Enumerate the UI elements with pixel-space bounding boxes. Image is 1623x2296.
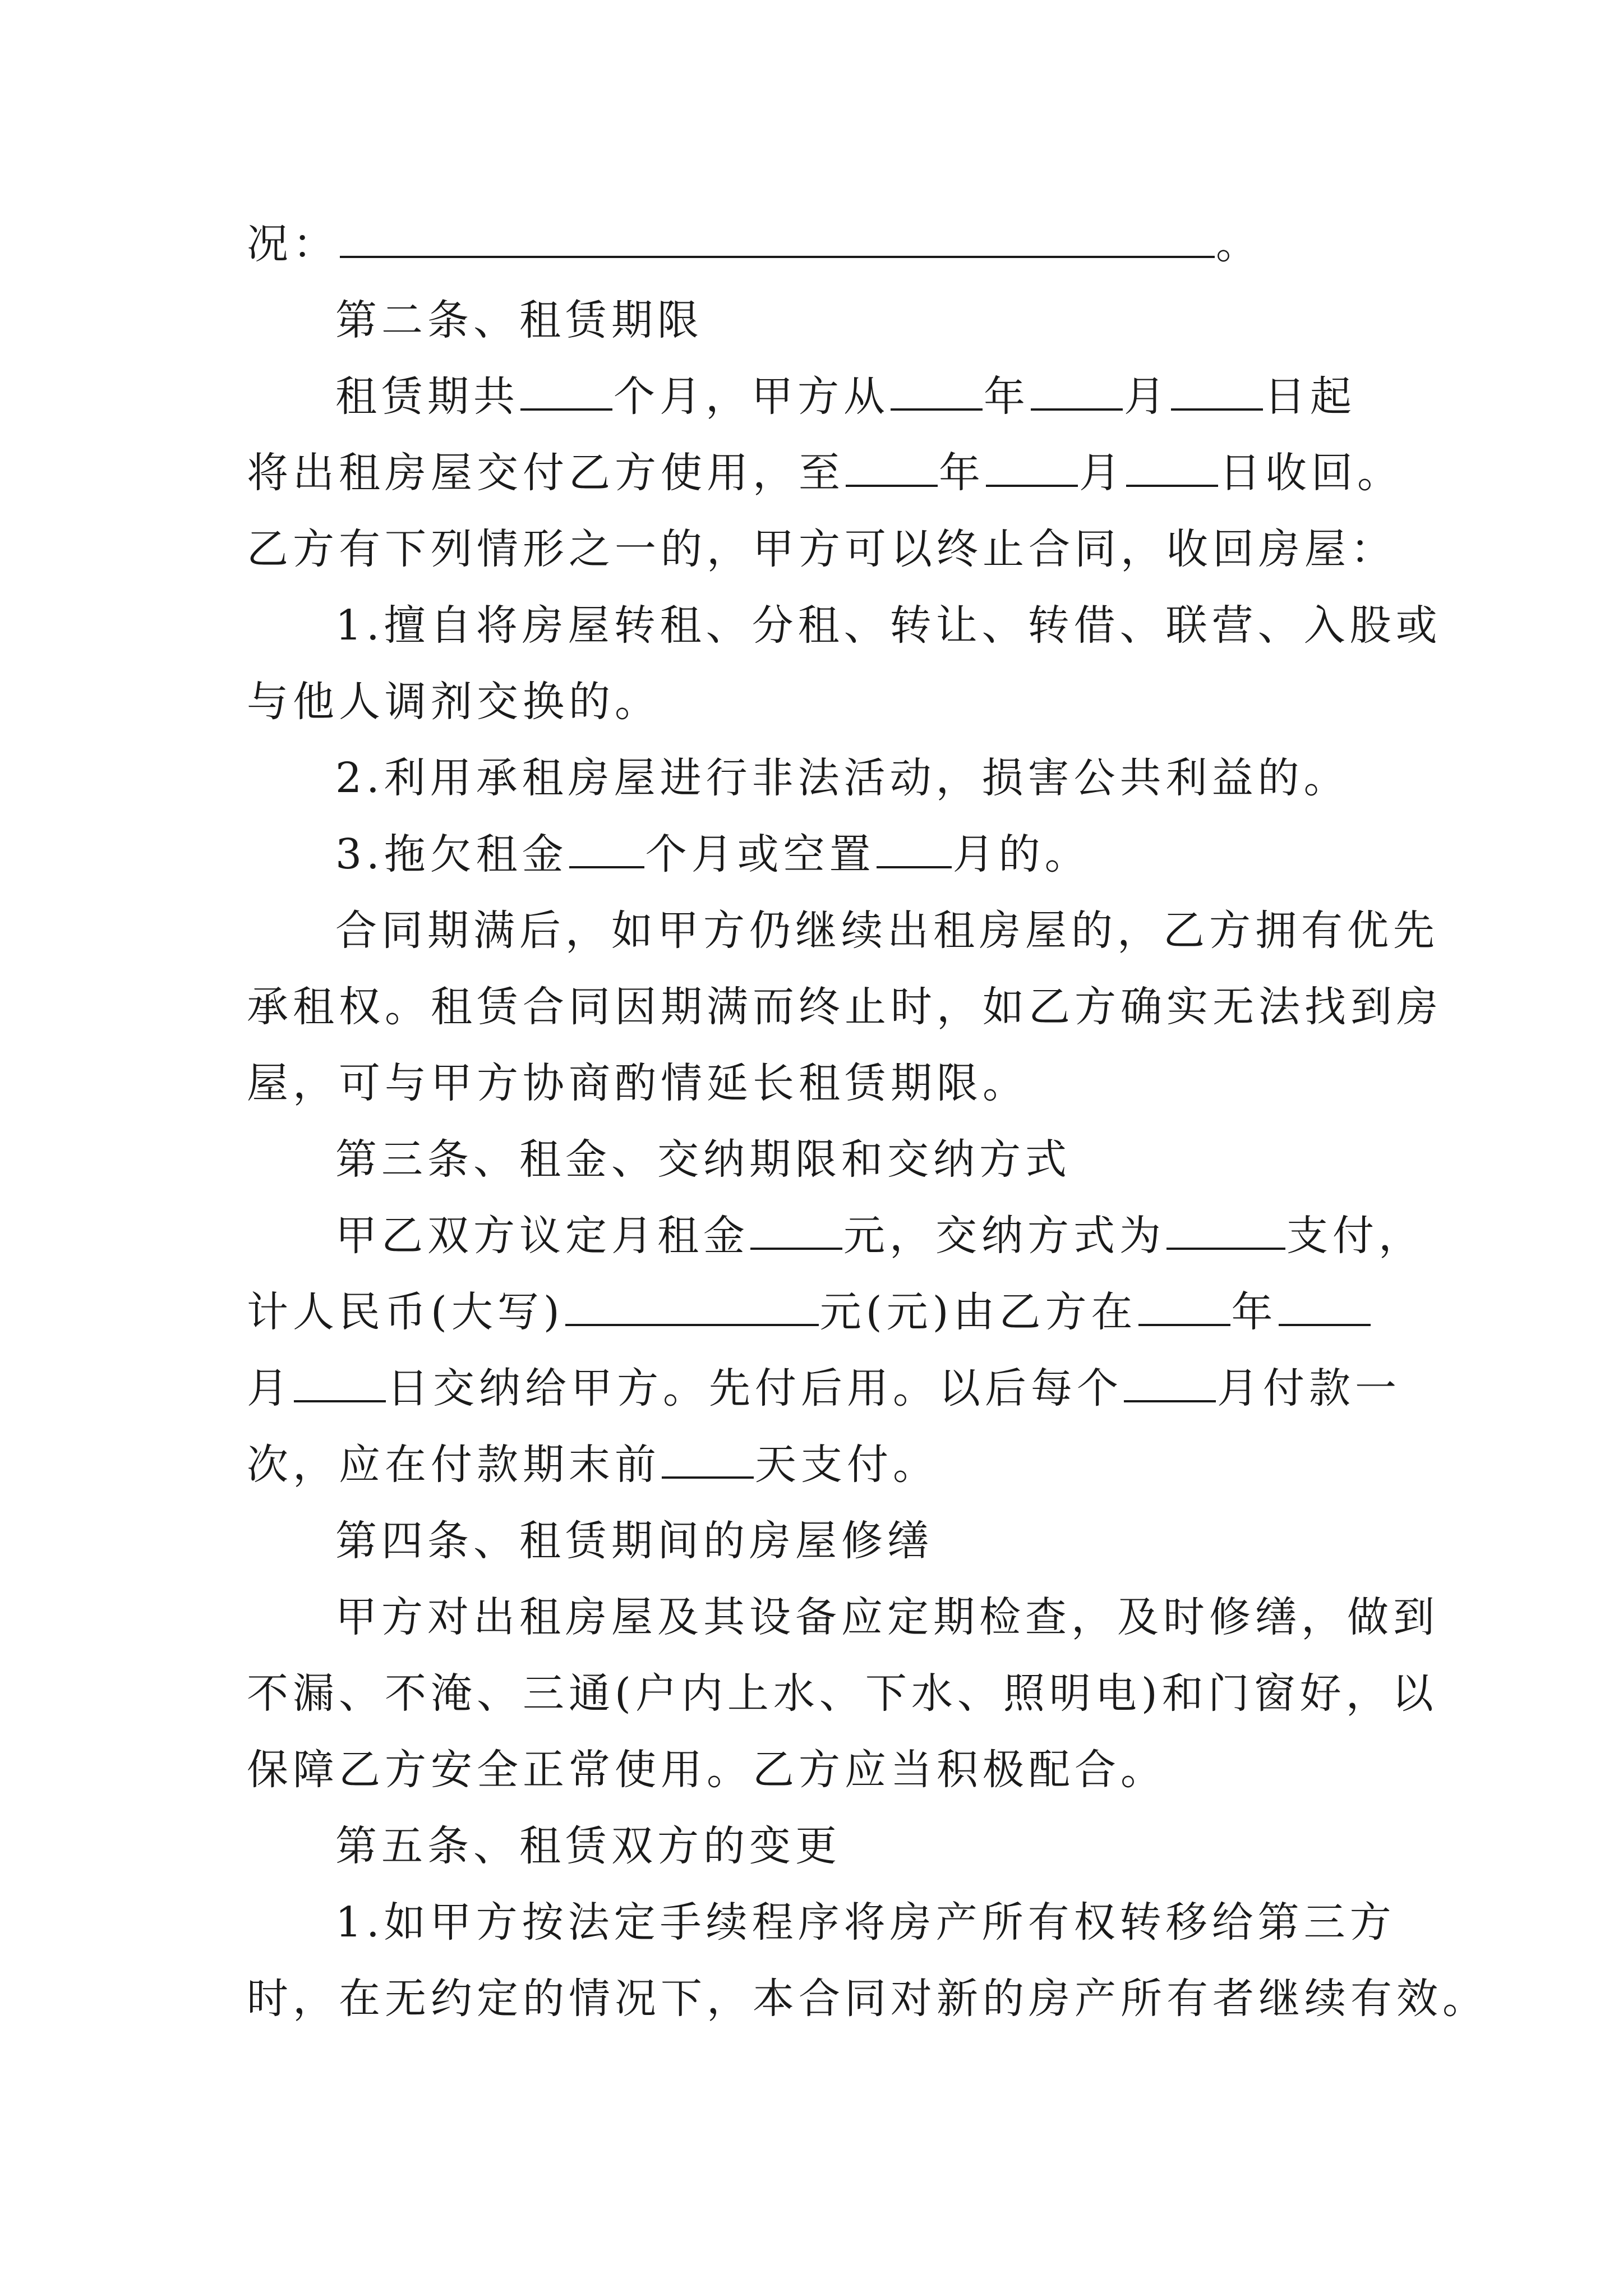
fill-in-blank[interactable] (520, 371, 612, 411)
text-segment: 支付， (1287, 1212, 1424, 1260)
text-line (335, 1194, 1424, 1278)
text-line (335, 812, 1091, 896)
text-line: 时，在无约定的情况下，本合同对新的房产所有者继续有效。 (247, 1975, 1488, 2023)
text-segment: 元(元)由乙方在 (819, 1288, 1137, 1336)
text-segment: 月 (1124, 372, 1170, 421)
fill-in-blank[interactable] (750, 1211, 842, 1250)
fill-in-blank[interactable] (986, 448, 1078, 487)
text-segment: 次，应在付款期末前 (247, 1441, 661, 1489)
fill-in-blank[interactable] (846, 448, 938, 487)
fill-in-blank[interactable] (569, 829, 644, 868)
text-segment: 个月或空置 (645, 830, 875, 878)
text-segment: 年 (939, 449, 985, 497)
text-segment: 日起 (1264, 372, 1356, 421)
text-segment: 甲乙双方议定月租金 (335, 1212, 749, 1260)
fill-in-blank[interactable] (877, 829, 952, 868)
text-line: 1.擅自将房屋转租、分租、转让、转借、联营、入股或 (335, 601, 1442, 650)
text-line: 乙方有下列情形之一的，甲方可以终止合同，收回房屋： (247, 525, 1396, 573)
text-line: 甲方对出租房屋及其设备应定期检查，及时修缮，做到 (335, 1593, 1439, 1641)
text-line (335, 355, 1356, 439)
text-segment: 月付款一 (1217, 1364, 1401, 1412)
article-4-heading: 第四条、租赁期间的房屋修缮 (335, 1517, 933, 1565)
article-2-heading: 第二条、租赁期限 (335, 296, 703, 344)
article-5-heading: 第五条、租赁双方的变更 (335, 1822, 841, 1870)
text-line: 屋，可与甲方协商酌情延长租赁期限。 (247, 1059, 1029, 1107)
fill-in-blank[interactable] (1124, 1363, 1216, 1402)
text-line (247, 202, 1262, 286)
fill-in-blank[interactable] (294, 1363, 386, 1402)
text-segment: 日交纳给甲方。先付后用。以后每个 (387, 1364, 1123, 1412)
text-line: 1.如甲方按法定手续程序将房产所有权转移给第三方 (335, 1898, 1396, 1947)
fill-in-blank[interactable] (1279, 1287, 1371, 1326)
text-segment: 。 (1216, 220, 1262, 268)
fill-in-blank[interactable] (1031, 371, 1123, 411)
fill-in-blank[interactable] (1171, 371, 1263, 411)
fill-in-blank[interactable] (1126, 448, 1218, 487)
text-line (247, 1423, 939, 1507)
text-segment: 元，交纳方式为 (843, 1212, 1165, 1260)
text-segment: 年 (1231, 1288, 1278, 1336)
text-segment: 况： (247, 220, 339, 268)
fill-in-blank[interactable] (565, 1287, 819, 1326)
text-line (247, 1270, 1372, 1354)
text-segment: 年 (984, 372, 1030, 421)
text-line: 不漏、不淹、三通(户内上水、下水、照明电)和门窗好，以 (247, 1669, 1438, 1718)
text-segment: 天支付。 (755, 1441, 939, 1489)
fill-in-blank[interactable] (340, 219, 1215, 258)
text-segment: 月 (247, 1364, 293, 1412)
text-segment: 日收回。 (1219, 449, 1403, 497)
text-segment: 个月，甲方从 (614, 372, 889, 421)
text-line: 2.利用承租房屋进行非法活动，损害公共利益的。 (335, 754, 1350, 802)
text-segment: 月 (1079, 449, 1125, 497)
text-segment: 将出租房屋交付乙方使用，至 (247, 449, 845, 497)
text-line: 与他人调剂交换的。 (247, 678, 661, 726)
text-segment: 租赁期共 (335, 372, 519, 421)
text-segment: 3.拖欠租金 (335, 830, 568, 878)
text-segment: 月的。 (952, 830, 1091, 878)
fill-in-blank[interactable] (1166, 1211, 1285, 1250)
article-3-heading: 第三条、租金、交纳期限和交纳方式 (335, 1135, 1071, 1184)
fill-in-blank[interactable] (662, 1439, 754, 1479)
fill-in-blank[interactable] (1138, 1287, 1230, 1326)
text-line (247, 431, 1403, 515)
text-line (247, 1346, 1401, 1430)
fill-in-blank[interactable] (891, 371, 983, 411)
text-line: 承租权。租赁合同因期满而终止时，如乙方确实无法找到房 (247, 983, 1442, 1031)
text-segment: 计人民币(大写) (247, 1288, 564, 1336)
text-line: 合同期满后，如甲方仍继续出租房屋的，乙方拥有优先 (335, 907, 1439, 955)
text-line: 保障乙方安全正常使用。乙方应当积极配合。 (247, 1746, 1166, 1794)
